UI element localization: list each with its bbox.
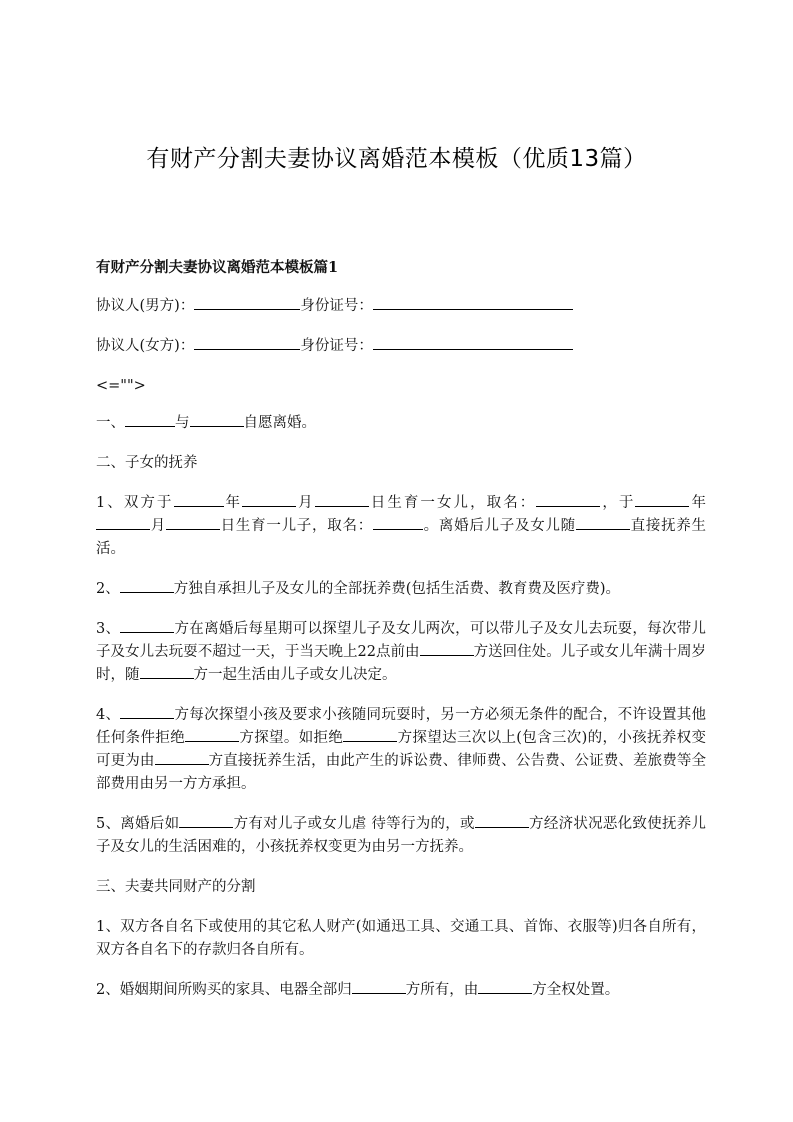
blank-field	[478, 979, 532, 994]
blank-field	[190, 412, 244, 427]
blank-field	[179, 813, 233, 828]
text-run: 日生育一女儿，取名：	[368, 495, 537, 511]
heading-property-division: 三、夫妻共同财产的分割	[96, 879, 256, 895]
text-run: 。离婚后儿子及女儿随	[422, 518, 576, 534]
blank-field	[635, 492, 689, 507]
text-run: 与	[175, 415, 190, 431]
blank-field	[174, 492, 224, 507]
custody-clause-3	[96, 618, 706, 687]
blank-field	[140, 664, 194, 679]
custody-clause-5	[96, 813, 706, 859]
blank-field	[120, 704, 174, 719]
text-run: 方每次探望小孩及要求小孩随同玩耍时，另一方必须无条件的配合，不许设置其他任何条件拒绝	[96, 707, 706, 746]
property-clause-2	[96, 979, 706, 1002]
text-run: 4、	[96, 707, 121, 723]
custody-clause-4	[96, 704, 706, 796]
text-run: 方送回住处。儿子或女儿年满十周岁时，随	[96, 644, 707, 683]
blank-field	[373, 515, 423, 530]
text-run: 2、婚姻期间所购买的家具、电器全部归	[96, 982, 352, 998]
blank-field	[194, 335, 300, 350]
text-run: 年	[689, 495, 707, 511]
text-run: 方经济状况恶化致使抚养儿子及女儿的生活困难的，小孩抚养权变更为由另一方抚养。	[96, 816, 706, 855]
text-run: 方在离婚后每星期可以探望儿子及女儿两次，可以带儿子及女儿去玩耍，每次带儿子及女儿去玩耍不超过一天，于当天晚上22点前由	[96, 621, 706, 660]
blank-field	[166, 515, 220, 530]
blank-field	[576, 515, 630, 530]
blank-field	[475, 813, 529, 828]
document-body	[96, 256, 706, 1019]
party-female-id-label: 身份证号：	[300, 338, 373, 354]
party-female-line	[96, 335, 706, 358]
document-title: 有财产分割夫妻协议离婚范本模板（优质13篇）	[146, 146, 647, 172]
text-run: 自愿离婚。	[243, 415, 316, 431]
custody-clause-1	[96, 492, 706, 561]
party-male-label: 协议人(男方)：	[96, 298, 195, 314]
blank-field	[536, 492, 600, 507]
stray-markup-text: <="">	[96, 378, 146, 394]
blank-field	[155, 750, 209, 765]
text-run: ，于	[600, 495, 636, 511]
text-run: 月	[296, 495, 315, 511]
blank-field	[343, 727, 397, 742]
blank-field	[373, 335, 573, 350]
blank-field	[194, 295, 300, 310]
blank-field	[120, 618, 174, 633]
text-run: 方有对儿子或女儿虐 待等行为的，或	[233, 816, 475, 832]
property-clause-1: 1、双方各自名下或使用的其它私人财产(如通迅工具、交通工具、首饰、衣服等)归各自所有，双方各自名下的存款归各自所有。	[96, 919, 706, 958]
text-run: 方探望。如拒绝	[239, 730, 344, 746]
party-female-label: 协议人(女方)：	[96, 338, 195, 354]
clause-1	[96, 412, 706, 435]
text-run: 方直接抚养生活，由此产生的诉讼费、律师费、公告费、公证费、差旅费等全部费用由另一方方承担。	[96, 753, 707, 792]
text-run: 方独自承担儿子及女儿的全部抚养费(包括生活费、教育费及医疗费)。	[173, 581, 621, 597]
blank-field	[373, 295, 573, 310]
text-run: 月	[150, 518, 166, 534]
blank-field	[242, 492, 296, 507]
blank-field	[185, 727, 239, 742]
text-run: 直接抚养生活。	[96, 518, 707, 557]
custody-clause-2	[96, 578, 706, 601]
text-run: 方一起生活由儿子或女儿决定。	[193, 667, 397, 683]
text-run: 3、	[96, 621, 121, 637]
text-run: 1、双方于	[96, 495, 174, 511]
text-run: 一、	[96, 415, 125, 431]
text-run: 方全权处置。	[532, 982, 620, 998]
blank-field	[315, 492, 369, 507]
text-run: 年	[223, 495, 243, 511]
party-male-id-label: 身份证号：	[300, 298, 373, 314]
text-run: 方探望达三次以上(包含三次)的，小孩抚养权变可更为由	[96, 730, 707, 769]
blank-field	[125, 412, 175, 427]
text-run: 方所有，由	[405, 982, 479, 998]
blank-field	[120, 578, 174, 593]
party-male-line	[96, 295, 706, 318]
heading-child-custody: 二、子女的抚养	[96, 455, 198, 471]
text-run: 日生育一儿子，取名：	[219, 518, 373, 534]
blank-field	[420, 641, 474, 656]
section-heading: 有财产分割夫妻协议离婚范本模板篇1	[96, 259, 339, 276]
text-run: 2、	[96, 581, 120, 597]
blank-field	[352, 979, 406, 994]
blank-field	[96, 515, 150, 530]
text-run: 5、离婚后如	[96, 816, 180, 832]
